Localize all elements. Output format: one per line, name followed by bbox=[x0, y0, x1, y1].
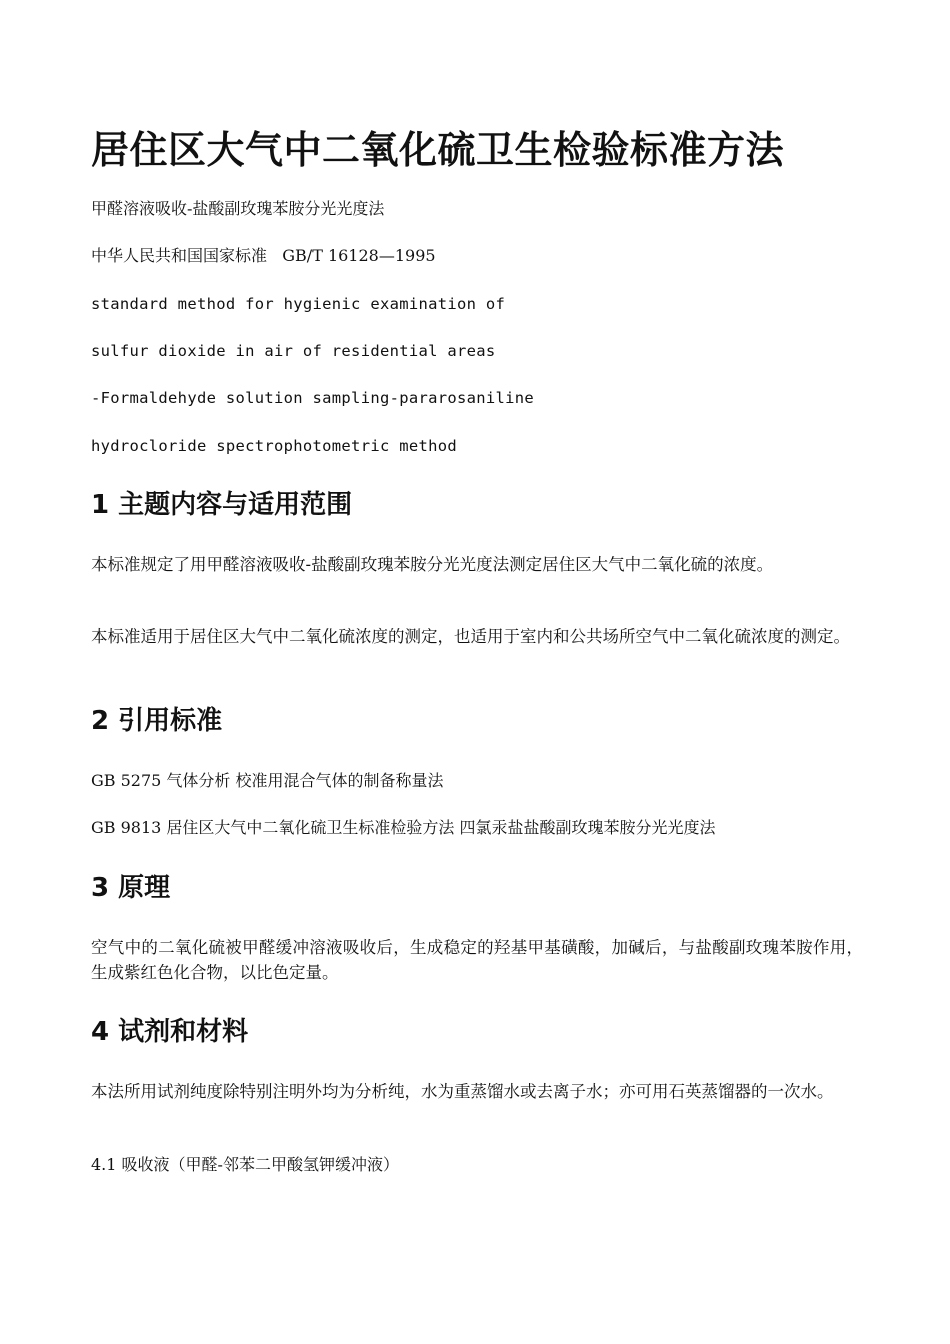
section-3-heading: 3 原理 bbox=[91, 873, 171, 903]
section-1-paragraph-2: 本标准适用于居住区大气中二氧化硫浓度的测定，也适用于室内和公共场所空气中二氧化硫浓度的测定。 bbox=[91, 627, 850, 646]
section-4-heading: 4 试剂和材料 bbox=[91, 1017, 249, 1047]
english-title-line-1: standard method for hygienic examination of bbox=[91, 295, 506, 313]
english-title-line-3: -Formaldehyde solution sampling-pararosaniline bbox=[91, 389, 535, 407]
section-4-paragraph: 本法所用试剂纯度除特别注明外均为分析纯，水为重蒸馏水或去离子水；亦可用石英蒸馏器的一次水。 bbox=[91, 1082, 834, 1101]
reference-standard-1: GB 5275 气体分析 校准用混合气体的制备称量法 bbox=[91, 771, 444, 790]
section-1-paragraph-1: 本标准规定了用甲醛溶液吸收-盐酸副玫瑰苯胺分光光度法测定居住区大气中二氧化硫的浓度。 bbox=[91, 555, 774, 574]
english-title-line-4: hydrocloride spectrophotometric method bbox=[91, 437, 458, 455]
section-3-paragraph: 空气中的二氧化硫被甲醛缓冲溶液吸收后，生成稳定的羟基甲基磺酸，加碱后，与盐酸副玫瑰苯胺作用，生成紫红色化合物，以比色定量。 bbox=[91, 938, 863, 982]
english-title-line-2: sulfur dioxide in air of residential areas bbox=[91, 342, 496, 360]
subsection-4-1-heading: 4.1 吸收液（甲醛-邻苯二甲酸氢钾缓冲液） bbox=[91, 1155, 399, 1174]
document-subtitle: 甲醛溶液吸收-盐酸副玫瑰苯胺分光光度法 bbox=[91, 199, 385, 218]
section-2-heading: 2 引用标准 bbox=[91, 706, 223, 736]
reference-standard-2: GB 9813 居住区大气中二氧化硫卫生标准检验方法 四氯汞盐盐酸副玫瑰苯胺分光光度法 bbox=[91, 818, 716, 837]
document-title: 居住区大气中二氧化硫卫生检验标准方法 bbox=[91, 128, 785, 172]
section-1-heading: 1 主题内容与适用范围 bbox=[91, 490, 353, 520]
standard-number-line: 中华人民共和国国家标准 GB/T 16128—1995 bbox=[91, 246, 436, 265]
